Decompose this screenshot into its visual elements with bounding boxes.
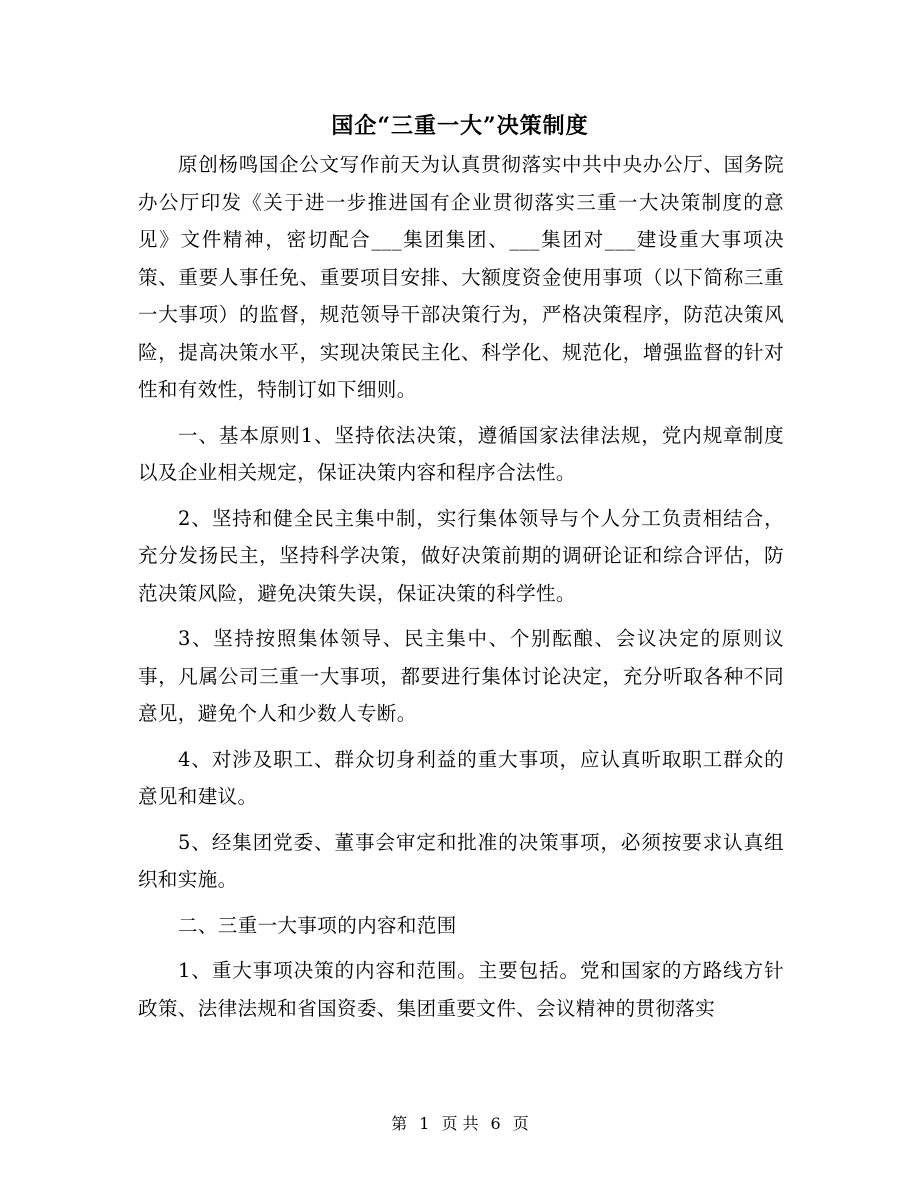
paragraph-principle-5: 5、经集团党委、董事会审定和批准的决策事项，必须按要求认真组织和实施。	[138, 830, 784, 891]
paragraph-scope-1: 1、重大事项决策的内容和范围。主要包括。党和国家的方路线方针政策、法律法规和省国资委、集团重要文件、会议精神的贯彻落实	[138, 959, 784, 1020]
page-footer	[0, 1112, 920, 1136]
page-number: 1	[419, 1114, 430, 1133]
paragraph-principle-4: 4、对涉及职工、群众切身利益的重大事项，应认真听取职工群众的意见和建议。	[138, 747, 784, 808]
document-body	[138, 146, 784, 1027]
section-heading-scope: 二、三重一大事项的内容和范围	[178, 913, 457, 937]
page-label-mid: 页 共	[441, 1114, 479, 1133]
page-label-suffix: 页	[512, 1114, 529, 1133]
paragraph-principle-2: 2、坚持和健全民主集中制，实行集体领导与个人分工负责相结合，充分发扬民主，坚持科学决策，做好决策前期的调研论证和综合评估，防范决策风险，避免决策失误，保证决策的科学性。	[138, 506, 784, 605]
paragraph-principle-1: 一、基本原则1、坚持依法决策，遵循国家法律法规，党内规章制度以及企业相关规定，保证决策内容和程序合法性。	[138, 423, 784, 484]
paragraph-principle-3: 3、坚持按照集体领导、民主集中、个别酝酿、会议决定的原则议事，凡属公司三重一大事项，都要进行集体讨论决定，充分听取各种不同意见，避免个人和少数人专断。	[138, 627, 784, 725]
document-title: 国企“三重一大”决策制度	[331, 113, 589, 139]
total-pages: 6	[490, 1114, 501, 1133]
paragraph-intro: 原创杨鸣国企公文写作前天为认真贯彻落实中共中央办公厅、国务院办公厅印发《关于进一步推进国有企业贯彻落实三重一大决策制度的意见》文件精神，密切配合___集团集团、___集团对___建设重大事项决策、重要人事任免、重要项目安排、大额度资金使用事项（以下简称三重一大事项）的监督，规范领导干部决策行为，严格决策程序，防范决策风险，提高决策水平，实现决策民主化、科学化、规范化，增强监督的针对性和有效性，特制订如下细则。	[138, 153, 784, 401]
page-label-prefix: 第	[391, 1114, 408, 1133]
